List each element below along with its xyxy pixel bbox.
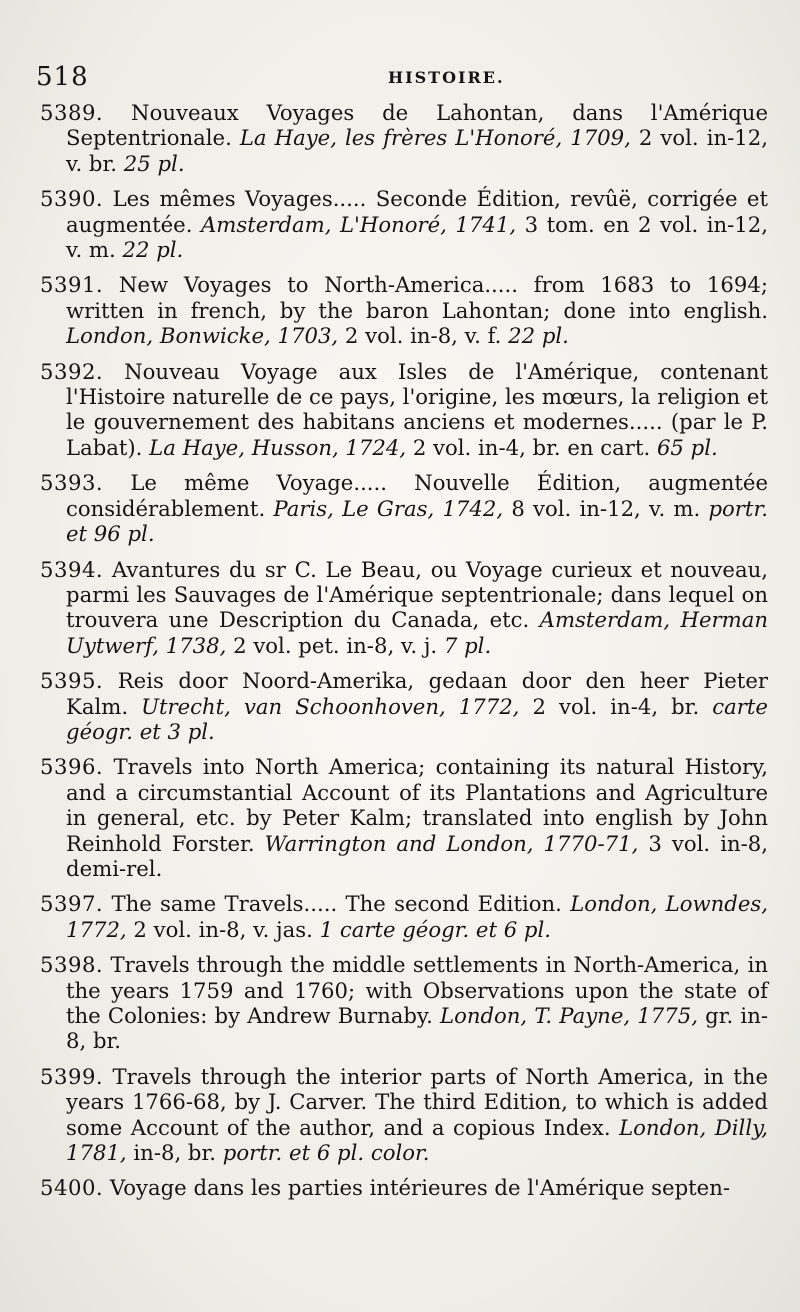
- entry-number: 5397.: [40, 891, 104, 917]
- catalogue-entry: [40, 557, 768, 659]
- catalogue-entry: [40, 891, 768, 942]
- entry-collation: 2 vol. in-8, v. jas.: [133, 916, 313, 942]
- entry-title: The same Travels..... The second Edition.: [111, 891, 562, 917]
- catalogue-entry: [40, 1064, 768, 1166]
- entry-plates: 1 carte géogr. et 6 pl.: [319, 916, 552, 942]
- entry-collation: gr. in-8, br.: [66, 1003, 768, 1054]
- entry-imprint: La Haye, les frères L'Honoré, 1709,: [239, 125, 631, 151]
- entry-imprint: Utrecht, van Schoonhoven, 1772,: [141, 693, 520, 719]
- catalogue-entry: [40, 1175, 768, 1200]
- entry-title: Travels through the interior parts of North America, in the years 1766-68, by J. Carver. The third Edition, to which is added some Account of the author, and a copious Index.: [66, 1063, 768, 1140]
- entry-number: 5392.: [40, 358, 104, 384]
- entry-imprint: Amsterdam, Herman Uytwerf, 1738,: [66, 607, 768, 658]
- catalogue-entry: [40, 100, 768, 176]
- entry-collation: 3 tom. en 2 vol. in-12, v. m.: [66, 211, 768, 263]
- entry-title: Voyage dans les parties intérieures de l'Amérique septen-: [109, 1175, 731, 1201]
- entry-imprint: London, Lowndes, 1772,: [66, 891, 768, 942]
- entry-title: Nouveaux Voyages de Lahontan, dans l'Amérique Septentrionale.: [66, 100, 768, 151]
- entry-imprint: London, Bonwicke, 1703,: [66, 323, 339, 349]
- entry-collation: 2 vol. in-4, br.: [532, 693, 700, 719]
- entry-imprint: Warrington and London, 1770-71,: [264, 830, 639, 856]
- entry-imprint: Paris, Le Gras, 1742,: [273, 495, 504, 521]
- entry-title: Reis door Noord-Amerika, gedaan door den heer Pieter Kalm.: [66, 668, 768, 719]
- entry-title: Avantures du sr C. Le Beau, ou Voyage curieux et nouveau, parmi les Sauvages de l'Amérique septentrionale; dans lequel on trouvera une Description du Canada, etc.: [66, 556, 768, 633]
- entry-plates: carte géogr. et 3 pl.: [66, 693, 768, 744]
- entry-imprint: La Haye, Husson, 1724,: [149, 434, 407, 460]
- entry-number: 5398.: [40, 952, 104, 978]
- page-header: [36, 62, 756, 98]
- entry-collation: 3 vol. in-8, demi-rel.: [66, 830, 769, 881]
- entry-plates: 7 pl.: [443, 632, 492, 658]
- catalogue-entry: [40, 668, 768, 744]
- catalogue-entry: [40, 272, 768, 348]
- catalogue-entry: [40, 186, 768, 262]
- entry-title: New Voyages to North-America..... from 1683 to 1694; written in french, by the baron Lahontan; done into english.: [66, 272, 768, 323]
- running-title: HISTOIRE.: [388, 68, 505, 87]
- entry-plates: 22 pl.: [508, 323, 569, 349]
- entry-number: 5400.: [40, 1175, 104, 1201]
- page-number: 518: [36, 62, 89, 92]
- entry-number: 5399.: [40, 1063, 104, 1089]
- entry-collation: 2 vol. in-4, br. en cart.: [412, 434, 651, 460]
- entry-plates: 22 pl.: [122, 237, 184, 263]
- entry-collation: 2 vol. pet. in-8, v. j.: [233, 632, 438, 658]
- catalogue-entries: [40, 100, 768, 1211]
- catalogue-entry: [40, 952, 768, 1054]
- entry-plates: portr. et 6 pl. color.: [222, 1140, 430, 1166]
- catalogue-entry: [40, 359, 768, 461]
- entry-number: 5396.: [40, 754, 104, 780]
- entry-number: 5394.: [40, 556, 104, 582]
- entry-imprint: Amsterdam, L'Honoré, 1741,: [200, 211, 517, 237]
- entry-title: Les mêmes Voyages..... Seconde Édition, revûë, corrigée et augmentée.: [66, 186, 768, 237]
- entry-imprint: London, T. Payne, 1775,: [440, 1003, 698, 1028]
- entry-collation: 2 vol. in-8, v. f.: [344, 323, 502, 349]
- entry-plates: portr. et 96 pl.: [66, 495, 768, 547]
- entry-title: Travels through the middle settlements in North-America, in the years 1759 and 1760; with Observations upon the state of the Colonies: by Andrew Burnaby.: [66, 952, 768, 1028]
- entry-number: 5393.: [40, 470, 104, 496]
- entry-number: 5391.: [40, 272, 104, 298]
- entry-collation: 2 vol. in-12, v. br.: [66, 125, 768, 176]
- entry-plates: 65 pl.: [656, 434, 718, 460]
- catalogue-entry: [40, 754, 768, 881]
- entry-number: 5390.: [40, 186, 104, 212]
- entry-collation: 8 vol. in-12, v. m.: [511, 495, 701, 521]
- entry-collation: in-8, br.: [133, 1140, 217, 1166]
- entry-title: Le même Voyage..... Nouvelle Édition, augmentée considérablement.: [66, 470, 768, 521]
- entry-plates: 25 pl.: [123, 150, 185, 176]
- catalogue-entry: [40, 470, 768, 546]
- entry-imprint: London, Dilly, 1781,: [66, 1114, 768, 1166]
- entry-title: Nouveau Voyage aux Isles de l'Amérique, contenant l'Histoire naturelle de ce pays, l'origine, les mœurs, la religion et le gouvernement des habitans anciens et modernes..... (par le P. Labat).: [66, 358, 768, 460]
- entry-title: Travels into North America; containing its natural History, and a circumstantial Account of its Plantations and Agriculture in general, etc. by Peter Kalm; translated into english by John Reinhold Forster.: [66, 754, 768, 856]
- entry-number: 5389.: [40, 100, 104, 125]
- entry-number: 5395.: [40, 668, 104, 694]
